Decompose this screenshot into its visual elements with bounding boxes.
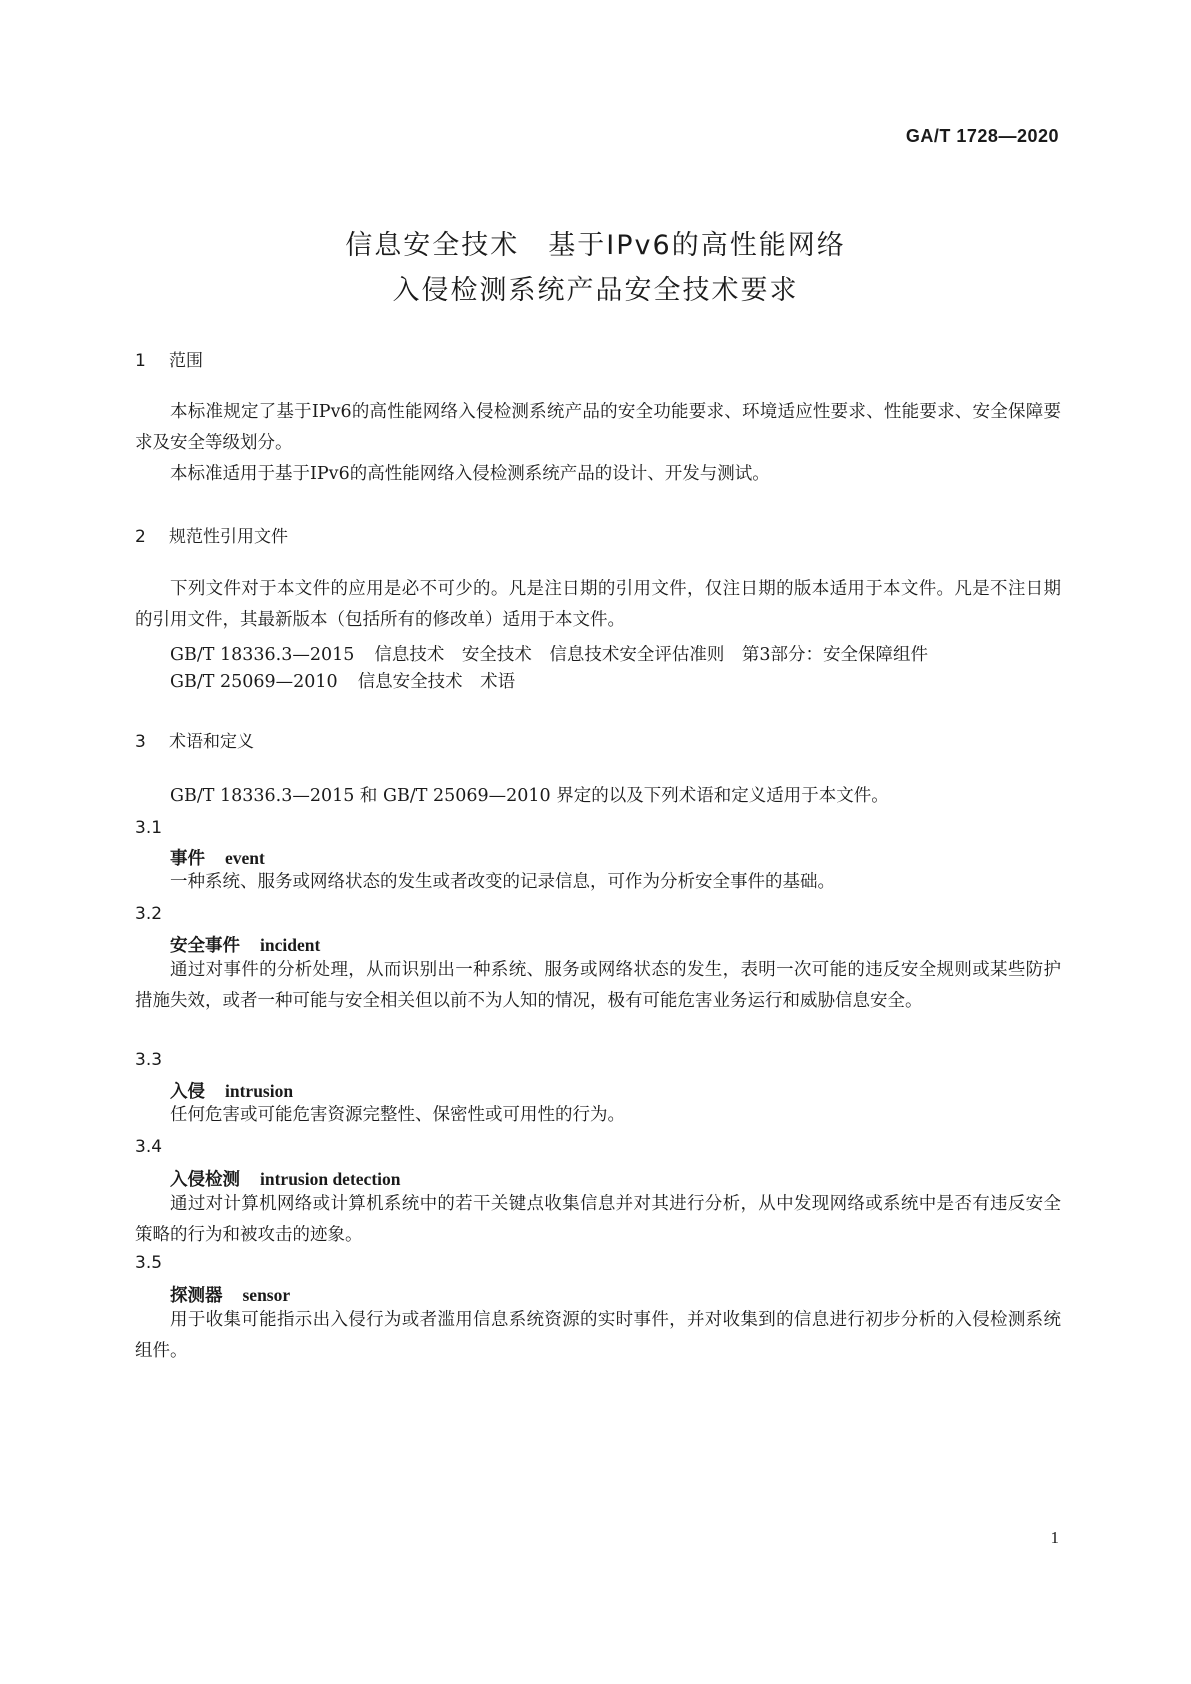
page-number: 1 <box>1050 1528 1059 1547</box>
paragraph: GB/T 18336.3—2015 和 GB/T 25069—2010 界定的以及下列术语和定义适用于本文件。 <box>170 786 889 806</box>
term-number: 3.3 <box>135 1050 163 1070</box>
term-definition: 任何危害或可能危害资源完整性、保密性或可用性的行为。 <box>170 1105 625 1125</box>
reference-title: 信息安全技术 术语 <box>357 672 516 692</box>
term-en: incident <box>260 935 321 955</box>
term-heading <box>170 932 320 957</box>
section-number: 3 <box>135 732 146 752</box>
reference-item <box>170 641 928 666</box>
term-zh: 探测器 <box>170 1286 223 1306</box>
term-zh: 安全事件 <box>170 936 240 956</box>
term-en: intrusion detection <box>260 1169 401 1189</box>
title-line-2: 入侵检测系统产品安全技术要求 <box>392 275 799 306</box>
term-definition: 通过对计算机网络或计算机系统中的若干关键点收集信息并对其进行分析，从中发现网络或系统中是否有违反安全策略的行为和被攻击的迹象。 <box>135 1194 1061 1245</box>
section-title: 术语和定义 <box>169 732 254 752</box>
reference-item <box>170 668 515 693</box>
term-zh: 入侵检测 <box>170 1170 240 1190</box>
reference-code: GB/T 25069—2010 <box>170 672 338 692</box>
section-title: 规范性引用文件 <box>169 527 288 547</box>
term-en: event <box>225 848 265 868</box>
section-title: 范围 <box>169 351 203 371</box>
term-number: 3.4 <box>135 1137 163 1157</box>
paragraph: 本标准规定了基于IPv6的高性能网络入侵检测系统产品的安全功能要求、环境适应性要求、性能要求、安全保障要求及安全等级划分。 <box>135 402 1061 453</box>
document-code: GA/T 1728—2020 <box>905 126 1059 146</box>
term-en: intrusion <box>225 1081 294 1101</box>
term-number: 3.5 <box>135 1253 163 1273</box>
reference-code: GB/T 18336.3—2015 <box>170 645 355 665</box>
reference-title: 信息技术 安全技术 信息技术安全评估准则 第3部分：安全保障组件 <box>374 645 929 665</box>
term-heading <box>170 1166 401 1191</box>
section-heading-terms-definitions <box>135 727 254 752</box>
term-number: 3.1 <box>135 818 163 838</box>
section-number: 2 <box>135 527 146 547</box>
term-zh: 入侵 <box>170 1082 205 1102</box>
section-heading-normative-references <box>135 522 288 547</box>
title-line-1: 信息安全技术 基于IPv6的高性能网络 <box>345 230 846 261</box>
term-zh: 事件 <box>170 849 205 869</box>
term-definition: 通过对事件的分析处理，从而识别出一种系统、服务或网络状态的发生，表明一次可能的违反安全规则或某些防护措施失效，或者一种可能与安全相关但以前不为人知的情况，极有可能危害业务运行和威胁信息安全。 <box>135 960 1061 1011</box>
term-number: 3.2 <box>135 904 163 924</box>
paragraph: 下列文件对于本文件的应用是必不可少的。凡是注日期的引用文件，仅注日期的版本适用于本文件。凡是不注日期的引用文件，其最新版本（包括所有的修改单）适用于本文件。 <box>135 579 1061 630</box>
term-definition: 用于收集可能指示出入侵行为或者滥用信息系统资源的实时事件，并对收集到的信息进行初步分析的入侵检测系统组件。 <box>135 1310 1061 1361</box>
term-definition: 一种系统、服务或网络状态的发生或者改变的记录信息，可作为分析安全事件的基础。 <box>170 872 835 892</box>
term-en: sensor <box>242 1285 291 1305</box>
paragraph: 本标准适用于基于IPv6的高性能网络入侵检测系统产品的设计、开发与测试。 <box>170 464 770 484</box>
term-heading <box>170 1282 290 1307</box>
section-heading-scope <box>135 346 203 371</box>
section-number: 1 <box>135 351 146 371</box>
